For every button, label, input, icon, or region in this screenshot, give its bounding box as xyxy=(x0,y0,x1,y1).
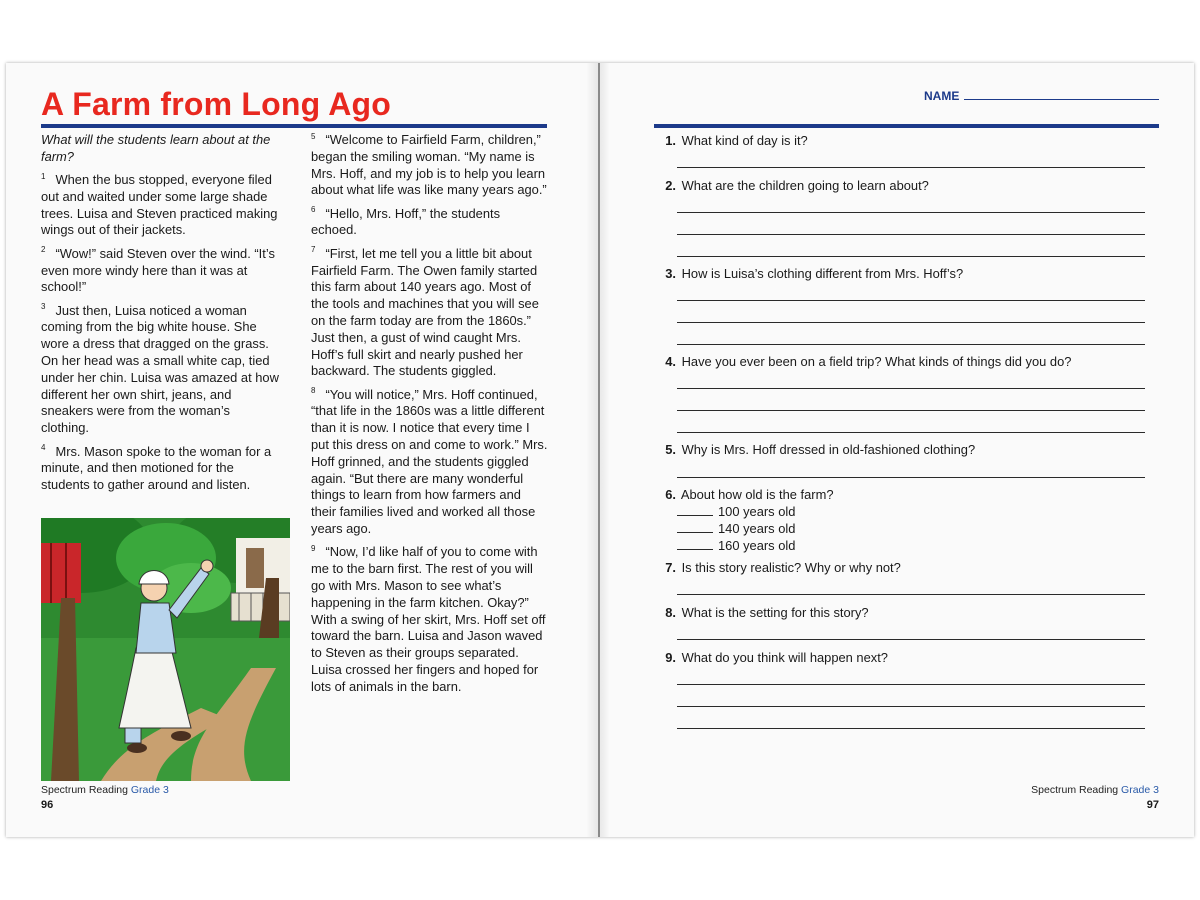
choice-label: 160 years old xyxy=(718,538,796,553)
paragraph-text: “You will notice,” Mrs. Hoff continued, “that life in the 1860s was a little different than it is now. I notice that every time I put this dress on and come to work.” Mrs. Hoff grinned, and the students giggled again. “But there are many wonderful things to learn from how farmers and their families lived and worked all those years ago. xyxy=(311,386,548,537)
answer-line[interactable] xyxy=(677,388,1145,389)
question-9 xyxy=(659,650,888,666)
question-5 xyxy=(659,442,975,458)
question-text: About how old is the farm? xyxy=(680,487,834,502)
question-number: 3. xyxy=(665,266,676,281)
spine-shadow xyxy=(586,63,598,837)
question-text: What kind of day is it? xyxy=(681,133,808,148)
paragraph-number: 2 xyxy=(41,245,46,255)
answer-line[interactable] xyxy=(677,684,1145,685)
paragraph-number: 5 xyxy=(311,131,316,141)
answer-line[interactable] xyxy=(677,256,1145,257)
story-paragraph xyxy=(311,132,549,199)
question-7 xyxy=(659,560,901,576)
paragraph-number: 9 xyxy=(311,544,316,554)
question-8 xyxy=(659,605,869,621)
question-text: Why is Mrs. Hoff dressed in old-fashioned clothing? xyxy=(681,442,976,457)
paragraph-text: When the bus stopped, everyone filed out and waited under some large shade trees. Luisa and Steven practiced making wings out of their jackets. xyxy=(41,172,278,238)
question-number: 1. xyxy=(665,133,676,148)
reading-prompt: What will the students learn about at the farm? xyxy=(41,132,271,164)
answer-line[interactable] xyxy=(677,322,1145,323)
brand-name: Spectrum Reading xyxy=(41,784,128,796)
answer-line[interactable] xyxy=(677,344,1145,345)
paragraph-number: 8 xyxy=(311,386,316,396)
question-text: What do you think will happen next? xyxy=(681,650,888,665)
footer-brand-right xyxy=(1031,784,1159,796)
footer-brand-left xyxy=(41,784,169,796)
story-paragraph xyxy=(311,206,549,240)
choice-option[interactable] xyxy=(677,521,795,537)
choice-label: 140 years old xyxy=(718,521,796,536)
answer-line[interactable] xyxy=(677,594,1145,595)
choice-blank[interactable] xyxy=(677,521,713,533)
answer-line[interactable] xyxy=(677,706,1145,707)
answer-line[interactable] xyxy=(677,167,1145,168)
question-text: What is the setting for this story? xyxy=(681,605,869,620)
question-text: What are the children going to learn about? xyxy=(681,178,929,193)
question-number: 8. xyxy=(665,605,676,620)
story-title: A Farm from Long Ago xyxy=(41,86,392,122)
header-rule xyxy=(654,124,1159,128)
question-text: Is this story realistic? Why or why not? xyxy=(681,560,901,575)
story-paragraph xyxy=(41,172,279,239)
name-field-line[interactable] xyxy=(964,99,1159,100)
answer-line[interactable] xyxy=(677,410,1145,411)
question-1 xyxy=(659,133,808,149)
question-text: Have you ever been on a field trip? What kinds of things did you do? xyxy=(681,354,1072,369)
choice-option[interactable] xyxy=(677,504,795,520)
question-text: How is Luisa’s clothing different from Mrs. Hoff’s? xyxy=(681,266,964,281)
paragraph-number: 6 xyxy=(311,205,316,215)
page-number-left: 96 xyxy=(41,799,54,811)
paragraph-number: 7 xyxy=(311,245,316,255)
paragraph-text: “Hello, Mrs. Hoff,” the students echoed. xyxy=(311,205,501,238)
story-column-left xyxy=(41,132,279,500)
paragraph-number: 1 xyxy=(41,171,46,181)
choice-blank[interactable] xyxy=(677,504,713,516)
brand-name: Spectrum Reading xyxy=(1031,784,1119,796)
paragraph-text: “First, let me tell you a little bit about Fairfield Farm. The Owen family started this farm about 140 years ago. Most of the tools and machines that you will see on the farm today are from the 1860s.” Just then, a gust of wind caught Mrs. Hoff’s full skirt and nearly pushed her backward. The students giggled. xyxy=(311,245,539,379)
paragraph-text: “Welcome to Fairfield Farm, children,” began the smiling woman. “My name is Mrs. Hoff, and my job is to help you learn about what life was like many years ago.” xyxy=(311,132,547,198)
question-number: 7. xyxy=(665,560,676,575)
paragraph-number: 4 xyxy=(41,443,46,453)
question-number: 4. xyxy=(665,354,676,369)
question-6 xyxy=(659,487,834,503)
farm-woman-illustration xyxy=(41,518,290,781)
question-4 xyxy=(659,354,1071,370)
book-spine xyxy=(598,63,600,837)
question-number: 6. xyxy=(665,487,676,502)
paragraph-text: Mrs. Mason spoke to the woman for a minute, and then motioned for the students to gather around and listen. xyxy=(41,443,272,493)
name-label: NAME xyxy=(924,89,960,103)
answer-line[interactable] xyxy=(677,477,1145,478)
answer-line[interactable] xyxy=(677,300,1145,301)
choice-blank[interactable] xyxy=(677,538,713,550)
question-2 xyxy=(659,178,929,194)
paragraph-text: “Wow!” said Steven over the wind. “It’s even more windy here than it was at school!” xyxy=(41,245,275,295)
paragraph-number: 3 xyxy=(41,302,46,312)
paragraph-text: “Now, I’d like half of you to come with me to the barn first. The rest of you will go with Mrs. Mason to see what’s happening in the farm kitchen. Okay?” With a swing of her skirt, Mrs. Hoff set off toward the barn. Luisa and Jason waved to Steven as their groups separated. Luisa crossed her fingers and hoped for lots of animals in the barn. xyxy=(311,544,546,694)
title-rule xyxy=(41,124,547,128)
spine-shadow xyxy=(600,63,610,837)
answer-line[interactable] xyxy=(677,639,1145,640)
answer-line[interactable] xyxy=(677,212,1145,213)
page-number-right: 97 xyxy=(1146,799,1159,811)
question-number: 2. xyxy=(665,178,676,193)
question-number: 5. xyxy=(665,442,676,457)
answer-line[interactable] xyxy=(677,234,1145,235)
answer-line[interactable] xyxy=(677,728,1145,729)
choice-label: 100 years old xyxy=(718,504,796,519)
question-3 xyxy=(659,266,963,282)
choice-option[interactable] xyxy=(677,538,795,554)
story-paragraph xyxy=(311,387,549,538)
story-paragraph xyxy=(311,544,549,695)
answer-line[interactable] xyxy=(677,432,1145,433)
story-paragraph xyxy=(311,246,549,380)
grade-label: Grade 3 xyxy=(1121,784,1159,796)
paragraph-text: Just then, Luisa noticed a woman coming from the big white house. She wore a dress that dragged on the grass. On her head was a small white cap, tied under her chin. Luisa was amazed at how different her own shirt, jeans, and sneakers were from the woman’s clothing. xyxy=(41,302,279,436)
story-paragraph xyxy=(41,246,279,296)
question-number: 9. xyxy=(665,650,676,665)
story-column-right xyxy=(311,132,549,702)
story-paragraph xyxy=(41,303,279,437)
story-paragraph xyxy=(41,444,279,494)
grade-label: Grade 3 xyxy=(130,784,169,796)
